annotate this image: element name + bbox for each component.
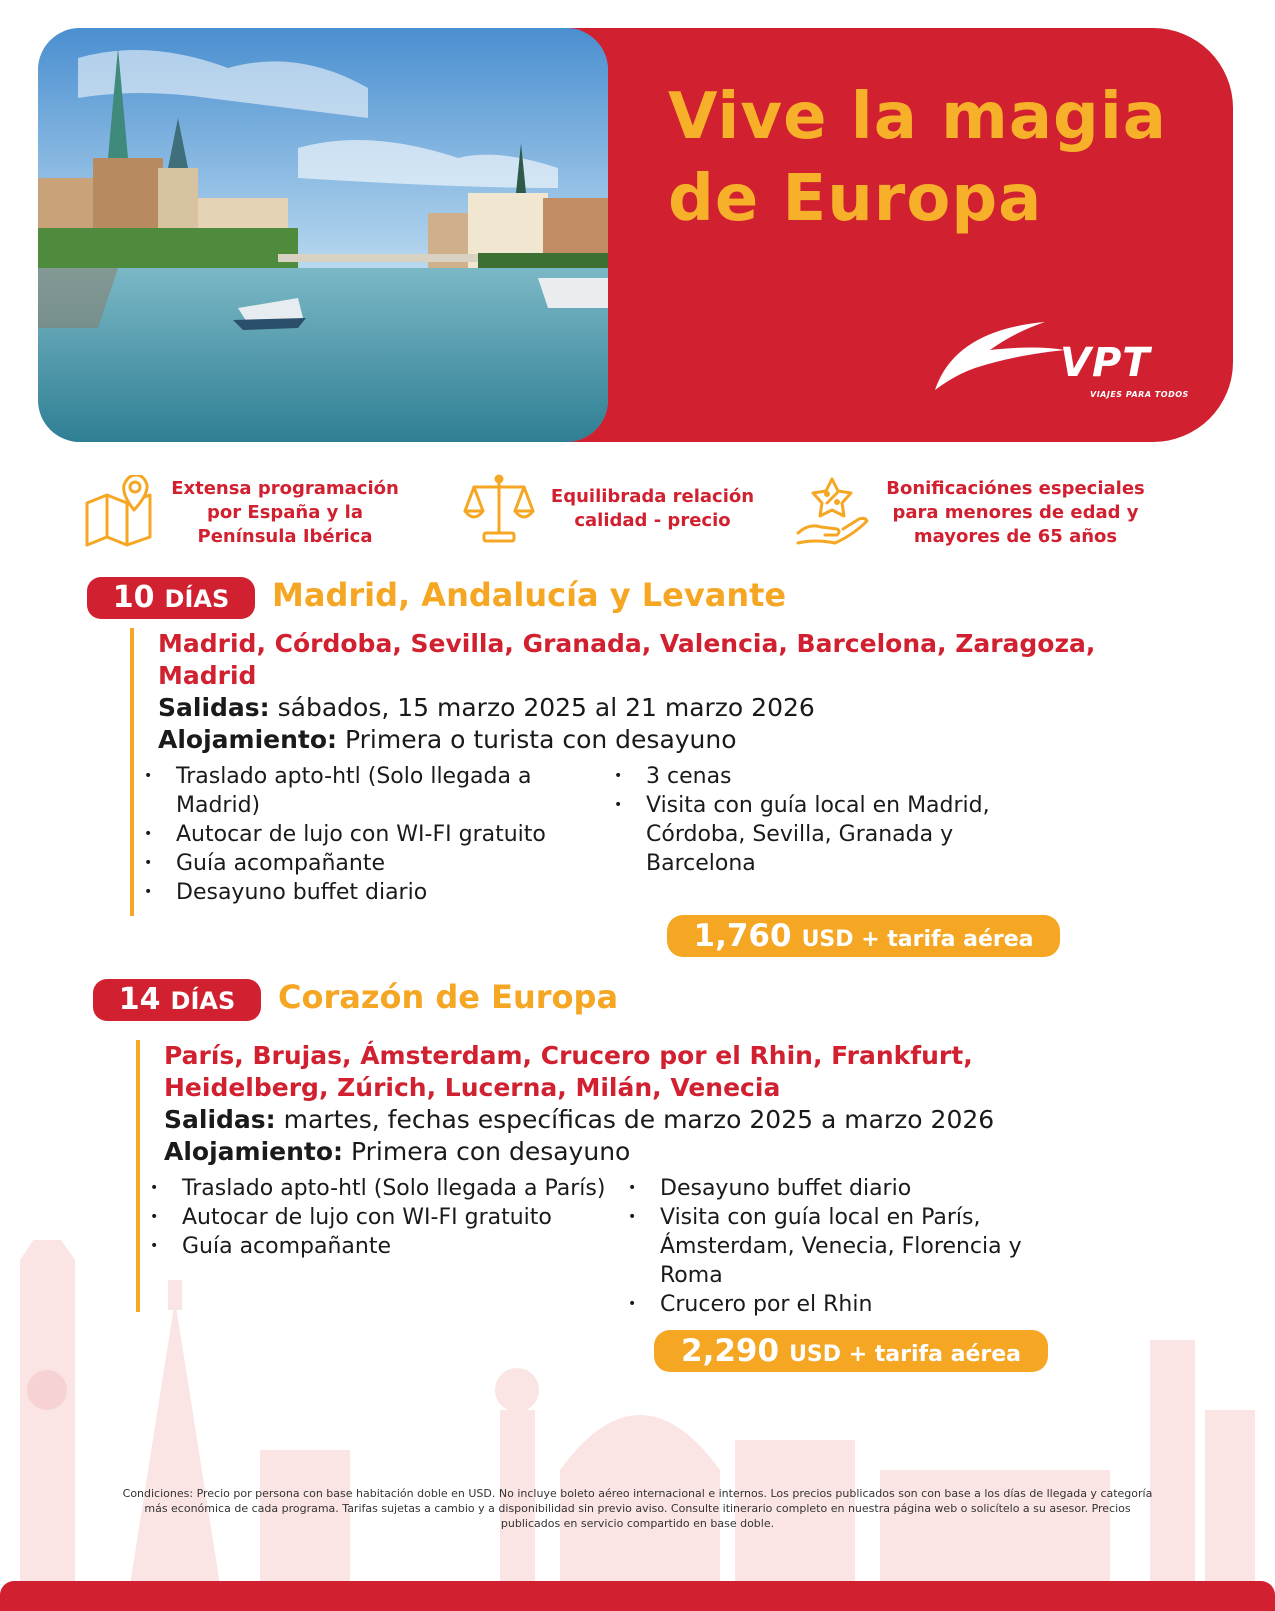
scales-icon — [462, 471, 537, 546]
trip-cities — [164, 1040, 1136, 1104]
zurich-river-photo — [38, 28, 608, 442]
departures-value: martes, fechas específicas de marzo 2025 a marzo 2026 — [283, 1105, 995, 1134]
inclusion-item: • Guía acompañante — [144, 849, 614, 878]
feature-text-line: calidad - precio — [574, 509, 731, 531]
trip-price — [654, 1330, 1048, 1372]
trip-days-label: DÍAS — [170, 987, 236, 1015]
trip-days-number: 10 — [112, 580, 155, 615]
trip-inclusions — [158, 762, 1130, 907]
trip-departures — [164, 1104, 1136, 1136]
inclusion-item: • Desayuno buffet diario — [628, 1174, 1068, 1203]
trip-days-badge — [93, 979, 261, 1021]
feature-text-line: Bonificaciónes especiales — [886, 477, 1145, 499]
inclusion-item: • Visita con guía local en Madrid, Córdoba, Sevilla, Granada y Barcelona — [614, 791, 1044, 878]
feature-text-line: Extensa programación — [171, 477, 399, 499]
feature-text-line: mayores de 65 años — [913, 525, 1118, 547]
inclusion-item: • Guía acompañante — [150, 1232, 628, 1261]
price-amount: 1,760 — [693, 918, 792, 954]
departures-label: Salidas: — [164, 1105, 276, 1134]
price-tail: USD + tarifa aérea — [801, 927, 1034, 952]
trip-title: Madrid, Andalucía y Levante — [272, 576, 787, 614]
inclusion-item: • Crucero por el Rhin — [628, 1290, 1068, 1319]
trip-days-badge — [87, 577, 255, 619]
footer-bar — [0, 1581, 1275, 1611]
feature-text-line: por España y la — [207, 501, 363, 523]
feature-text-line: para menores de edad y — [892, 501, 1139, 523]
feature-calidad-text — [545, 485, 760, 533]
trip-cities-line: París, Brujas, Ámsterdam, Crucero por el Rhin, Frankfurt, — [164, 1041, 973, 1070]
trip-cities — [158, 628, 1130, 692]
inclusions-col2 — [614, 762, 1044, 907]
inclusions-col2 — [628, 1174, 1068, 1319]
feature-calidad-precio — [462, 471, 760, 546]
inclusion-item: • Traslado apto-htl (Solo llegada a Madrid) — [144, 762, 614, 820]
trip-details — [130, 628, 1130, 916]
trip-inclusions — [164, 1174, 1136, 1319]
inclusions-col1 — [150, 1174, 628, 1319]
inclusion-item: • Autocar de lujo con WI-FI gratuito — [144, 820, 614, 849]
inclusion-item: • Desayuno buffet diario — [144, 878, 614, 907]
vpt-logo-tagline: VIAJES PARA TODOS — [1090, 390, 1189, 399]
feature-text-line: Equilibrada relación — [550, 485, 755, 507]
departures-value: sábados, 15 marzo 2025 al 21 marzo 2026 — [277, 693, 815, 722]
inclusion-item: • Autocar de lujo con WI-FI gratuito — [150, 1203, 628, 1232]
lodging-value: Primera o turista con desayuno — [344, 725, 737, 754]
trip-cities-line: Heidelberg, Zúrich, Lucerna, Milán, Venecia — [164, 1073, 781, 1102]
feature-programacion-text — [165, 477, 405, 549]
vpt-logo-text: VPT — [1060, 340, 1151, 386]
lodging-label: Alojamiento: — [158, 725, 338, 754]
trip-price — [667, 915, 1060, 957]
lodging-value: Primera con desayuno — [350, 1137, 631, 1166]
trip-cities-line: Madrid — [158, 661, 257, 690]
lodging-label: Alojamiento: — [164, 1137, 344, 1166]
inclusions-col1 — [144, 762, 614, 907]
feature-text-line: Península Ibérica — [197, 525, 373, 547]
price-amount: 2,290 — [681, 1333, 780, 1369]
conditions-text: Condiciones: Precio por persona con base habitación doble en USD. No incluye boleto aéreo internacional e internos. Los precios publicados son con base a los días de llegada y categoría más económica de cada programa. Tarifas sujetas a cambio y a disponibilidad sin previo aviso. Consulte itinerario completo en nuestra página web o solicítelo a su asesor. Precios publicados en servicio compartido en base doble. — [122, 1487, 1153, 1530]
departures-label: Salidas: — [158, 693, 270, 722]
feature-programacion — [82, 475, 405, 550]
trip-departures — [158, 692, 1130, 724]
feature-bonificaciones-text — [878, 477, 1153, 549]
price-tail: USD + tarifa aérea — [789, 1342, 1021, 1367]
hero-title-line1: Vive la magia — [668, 80, 1167, 154]
hero-title — [668, 76, 1228, 240]
trip-title: Corazón de Europa — [278, 978, 619, 1016]
trip-cities-line: Madrid, Córdoba, Sevilla, Granada, Valencia, Barcelona, Zaragoza, — [158, 629, 1096, 658]
trip-details — [136, 1040, 1136, 1317]
trip-days-number: 14 — [118, 982, 161, 1017]
inclusion-item: • Traslado apto-htl (Solo llegada a París) — [150, 1174, 628, 1203]
inclusion-item: • Visita con guía local en París, Ámsterdam, Venecia, Florencia y Roma — [628, 1203, 1068, 1290]
trip-lodging — [164, 1136, 1136, 1168]
hand-star-icon — [795, 475, 870, 550]
trip-lodging — [158, 724, 1130, 756]
feature-bonificaciones — [795, 475, 1153, 550]
trip-days-label: DÍAS — [164, 585, 230, 613]
inclusion-item: • 3 cenas — [614, 762, 1044, 791]
hero-title-line2: de Europa — [668, 162, 1043, 236]
map-pin-icon — [82, 475, 157, 550]
